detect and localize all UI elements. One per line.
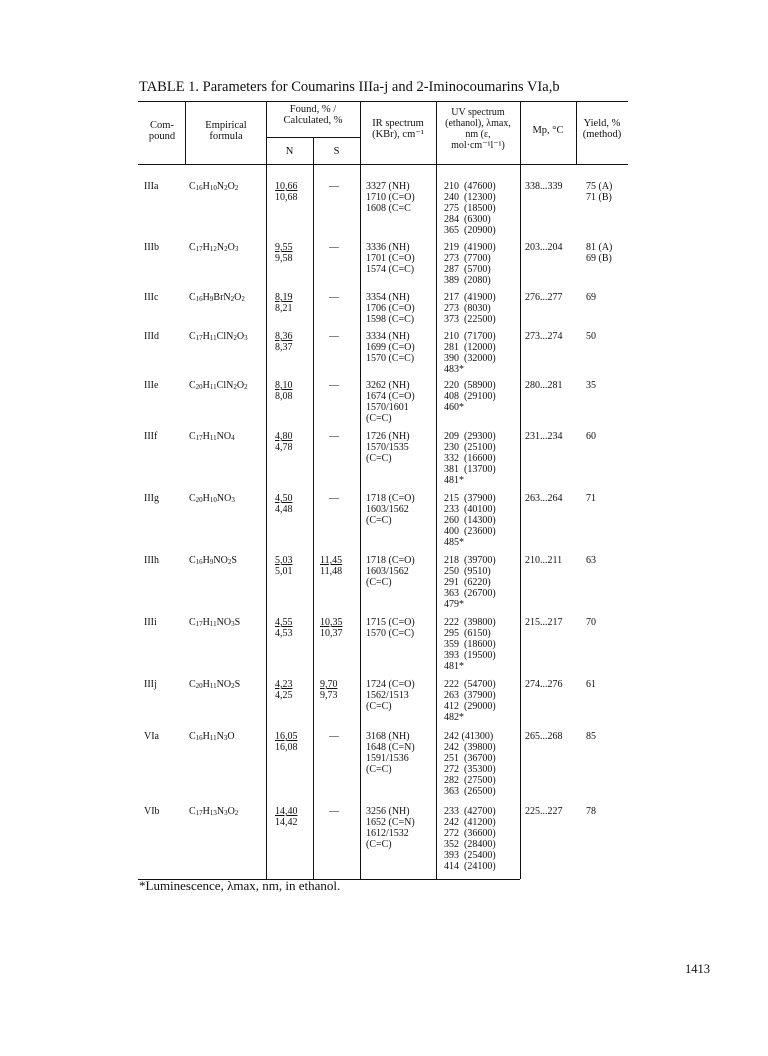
ir-spectrum: 1726 (NH) 1570/1535 (C=C) <box>366 431 410 465</box>
empirical-formula: $C_{17}H_{12}N_2O_3$ <box>189 242 239 253</box>
empirical-formula: $C_{17}H_{11}NO_3S$ <box>189 617 241 628</box>
found-s: — <box>329 181 339 192</box>
column-divider <box>360 101 361 879</box>
header-found: Found, % / Calculated, % <box>283 104 343 126</box>
melting-point: 225...227 <box>525 806 563 817</box>
column-divider <box>520 101 521 879</box>
found-n: 5,03 <box>275 555 293 566</box>
melting-point: 280...281 <box>525 380 563 391</box>
ir-spectrum: 3354 (NH) 1706 (C=O) 1598 (C=C) <box>366 292 415 326</box>
table-caption: TABLE 1. Parameters for Coumarins IIIa-j and 2-Iminocoumarins VIa,b <box>139 79 560 95</box>
yield-method: 70 <box>586 617 596 628</box>
found-n: 9,55 <box>275 242 293 253</box>
calculated-n: 8,37 <box>275 342 293 354</box>
uv-spectrum: 217 (41900) 273 (8030) 373 (22500) <box>444 292 496 326</box>
found-s: — <box>329 493 339 504</box>
empirical-formula: $C_{20}H_{11}NO_2S$ <box>189 679 241 690</box>
compound-id: IIIi <box>144 617 157 628</box>
calculated-n: 5,01 <box>275 566 293 578</box>
found-s: — <box>329 331 339 342</box>
uv-spectrum: 242 (41300) 242 (39800) 251 (36700) 272 (35300) 282 (27500) 363 (26500) <box>444 731 496 798</box>
uv-spectrum: 220 (58900) 408 (29100) 460* <box>444 380 496 414</box>
yield-method: 69 <box>586 292 596 303</box>
found-s: 10,35 <box>320 617 343 628</box>
ir-spectrum: 1718 (C=O) 1603/1562 (C=C) <box>366 555 415 589</box>
melting-point: 215...217 <box>525 617 563 628</box>
yield-method: 61 <box>586 679 596 690</box>
found-s: — <box>329 242 339 253</box>
yield-method: 85 <box>586 731 596 742</box>
column-divider <box>266 101 267 879</box>
ir-spectrum: 1718 (C=O) 1603/1562 (C=C) <box>366 493 415 527</box>
ir-spectrum: 3334 (NH) 1699 (C=O) 1570 (C=C) <box>366 331 415 365</box>
found-s: — <box>329 731 339 742</box>
column-divider <box>313 137 314 879</box>
found-n: 8,10 <box>275 380 293 391</box>
compound-id: IIIc <box>144 292 159 303</box>
found-n: 8,36 <box>275 331 293 342</box>
calculated-n: 4,25 <box>275 690 293 702</box>
yield-method: 35 <box>586 380 596 391</box>
compound-id: IIIf <box>144 431 158 442</box>
empirical-formula: $C_{16}H_{10}N_2O_2$ <box>189 181 239 192</box>
ir-spectrum: 3327 (NH) 1710 (C=O) 1608 (C=C <box>366 181 415 215</box>
empirical-formula: $C_{20}H_{11}ClN_2O_2$ <box>189 380 248 391</box>
uv-spectrum: 219 (41900) 273 (7700) 287 (5700) 389 (2080) <box>444 242 496 287</box>
yield-method: 78 <box>586 806 596 817</box>
table-footnote: *Luminescence, λmax, nm, in ethanol. <box>139 878 341 893</box>
header-n: N <box>285 146 294 157</box>
compound-id: IIIb <box>144 242 159 253</box>
found-s: 9,70 <box>320 679 338 690</box>
melting-point: 231...234 <box>525 431 563 442</box>
found-s: — <box>329 431 339 442</box>
header-ir: IR spectrum (KBr), cm⁻¹ <box>372 118 424 140</box>
melting-point: 338...339 <box>525 181 563 192</box>
melting-point: 210...211 <box>525 555 563 566</box>
ir-spectrum: 3262 (NH) 1674 (C=O) 1570/1601 (C=C) <box>366 380 415 425</box>
header-formula: Empirical formula <box>205 120 247 142</box>
uv-spectrum: 222 (39800) 295 (6150) 359 (18600) 393 (19500) 481* <box>444 617 496 673</box>
found-n: 4,55 <box>275 617 293 628</box>
found-n: 4,50 <box>275 493 293 504</box>
uv-spectrum: 215 (37900) 233 (40100) 260 (14300) 400 (23600) 485* <box>444 493 496 549</box>
compound-id: IIIj <box>144 679 157 690</box>
uv-spectrum: 218 (39700) 250 (9510) 291 (6220) 363 (26700) 479* <box>444 555 496 611</box>
uv-spectrum: 210 (71700) 281 (12000) 390 (32000) 483* <box>444 331 496 376</box>
ir-spectrum: 3256 (NH) 1652 (C=N) 1612/1532 (C=C) <box>366 806 415 851</box>
found-n: 8,19 <box>275 292 293 303</box>
calculated-n: 8,08 <box>275 391 293 403</box>
calculated-n: 14,42 <box>275 817 298 829</box>
melting-point: 273...274 <box>525 331 563 342</box>
found-n: 16,05 <box>275 731 298 742</box>
uv-spectrum: 233 (42700) 242 (41200) 272 (36600) 352 (28400) 393 (25400) 414 (24100) <box>444 806 496 873</box>
header-s: S <box>333 146 340 157</box>
uv-spectrum: 222 (54700) 263 (37900) 412 (29000) 482* <box>444 679 496 724</box>
compound-id: VIa <box>144 731 159 742</box>
empirical-formula: $C_{16}H_9NO_2S$ <box>189 555 237 566</box>
uv-spectrum: 210 (47600) 240 (12300) 275 (18500) 284 (6300) 365 (20900) <box>444 181 496 237</box>
empirical-formula: $C_{16}H_{11}N_3O$ <box>189 731 235 742</box>
calculated-n: 16,08 <box>275 742 298 754</box>
compound-id: IIIg <box>144 493 159 504</box>
yield-method: 81 (A) 69 (B) <box>586 242 613 265</box>
calculated-n: 10,68 <box>275 192 298 204</box>
empirical-formula: $C_{17}H_{11}NO_4$ <box>189 431 235 442</box>
found-s: — <box>329 806 339 817</box>
header-compound: Com- pound <box>148 120 176 142</box>
found-s: — <box>329 292 339 303</box>
column-divider <box>436 101 437 879</box>
empirical-formula: $C_{16}H_9BrN_2O_2$ <box>189 292 245 303</box>
yield-method: 75 (A) 71 (B) <box>586 181 613 204</box>
melting-point: 276...277 <box>525 292 563 303</box>
yield-method: 60 <box>586 431 596 442</box>
melting-point: 263...264 <box>525 493 563 504</box>
found-n: 4,80 <box>275 431 293 442</box>
header-uv: UV spectrum (ethanol), λmax, nm (ε, mol·cm⁻¹l⁻¹) <box>445 107 511 151</box>
ir-spectrum: 3336 (NH) 1701 (C=O) 1574 (C=C) <box>366 242 415 276</box>
compound-id: VIb <box>144 806 160 817</box>
calculated-s: 9,73 <box>320 690 338 702</box>
found-n: 14,40 <box>275 806 298 817</box>
calculated-s: 11,48 <box>320 566 343 578</box>
compound-id: IIIh <box>144 555 159 566</box>
ir-spectrum: 3168 (NH) 1648 (C=N) 1591/1536 (C=C) <box>366 731 415 776</box>
header-mp: Mp, °C <box>532 125 564 136</box>
found-s: — <box>329 380 339 391</box>
compound-id: IIIe <box>144 380 159 391</box>
calculated-n: 4,78 <box>275 442 293 454</box>
table-top-rule <box>138 101 628 102</box>
ir-spectrum: 1715 (C=O) 1570 (C=C) <box>366 617 415 640</box>
melting-point: 203...204 <box>525 242 563 253</box>
empirical-formula: $C_{17}H_{11}ClN_2O_3$ <box>189 331 248 342</box>
calculated-n: 4,48 <box>275 504 293 516</box>
yield-method: 71 <box>586 493 596 504</box>
calculated-n: 8,21 <box>275 303 293 315</box>
melting-point: 274...276 <box>525 679 563 690</box>
compound-id: IIIa <box>144 181 159 192</box>
empirical-formula: $C_{17}H_{13}N_3O_2$ <box>189 806 239 817</box>
melting-point: 265...268 <box>525 731 563 742</box>
calculated-n: 9,58 <box>275 253 293 265</box>
compound-id: IIId <box>144 331 159 342</box>
page-number: 1413 <box>685 962 710 976</box>
header-bottom-rule <box>138 164 628 165</box>
found-n: 10,66 <box>275 181 298 192</box>
found-n: 4,23 <box>275 679 293 690</box>
empirical-formula: $C_{20}H_{10}NO_3$ <box>189 493 235 504</box>
calculated-n: 4,53 <box>275 628 293 640</box>
ir-spectrum: 1724 (C=O) 1562/1513 (C=C) <box>366 679 415 713</box>
uv-spectrum: 209 (29300) 230 (25100) 332 (16600) 381 (13700) 481* <box>444 431 496 487</box>
yield-method: 50 <box>586 331 596 342</box>
yield-method: 63 <box>586 555 596 566</box>
header-yield: Yield, % (method) <box>582 118 622 140</box>
found-s: 11,45 <box>320 555 343 566</box>
calculated-s: 10,37 <box>320 628 343 640</box>
